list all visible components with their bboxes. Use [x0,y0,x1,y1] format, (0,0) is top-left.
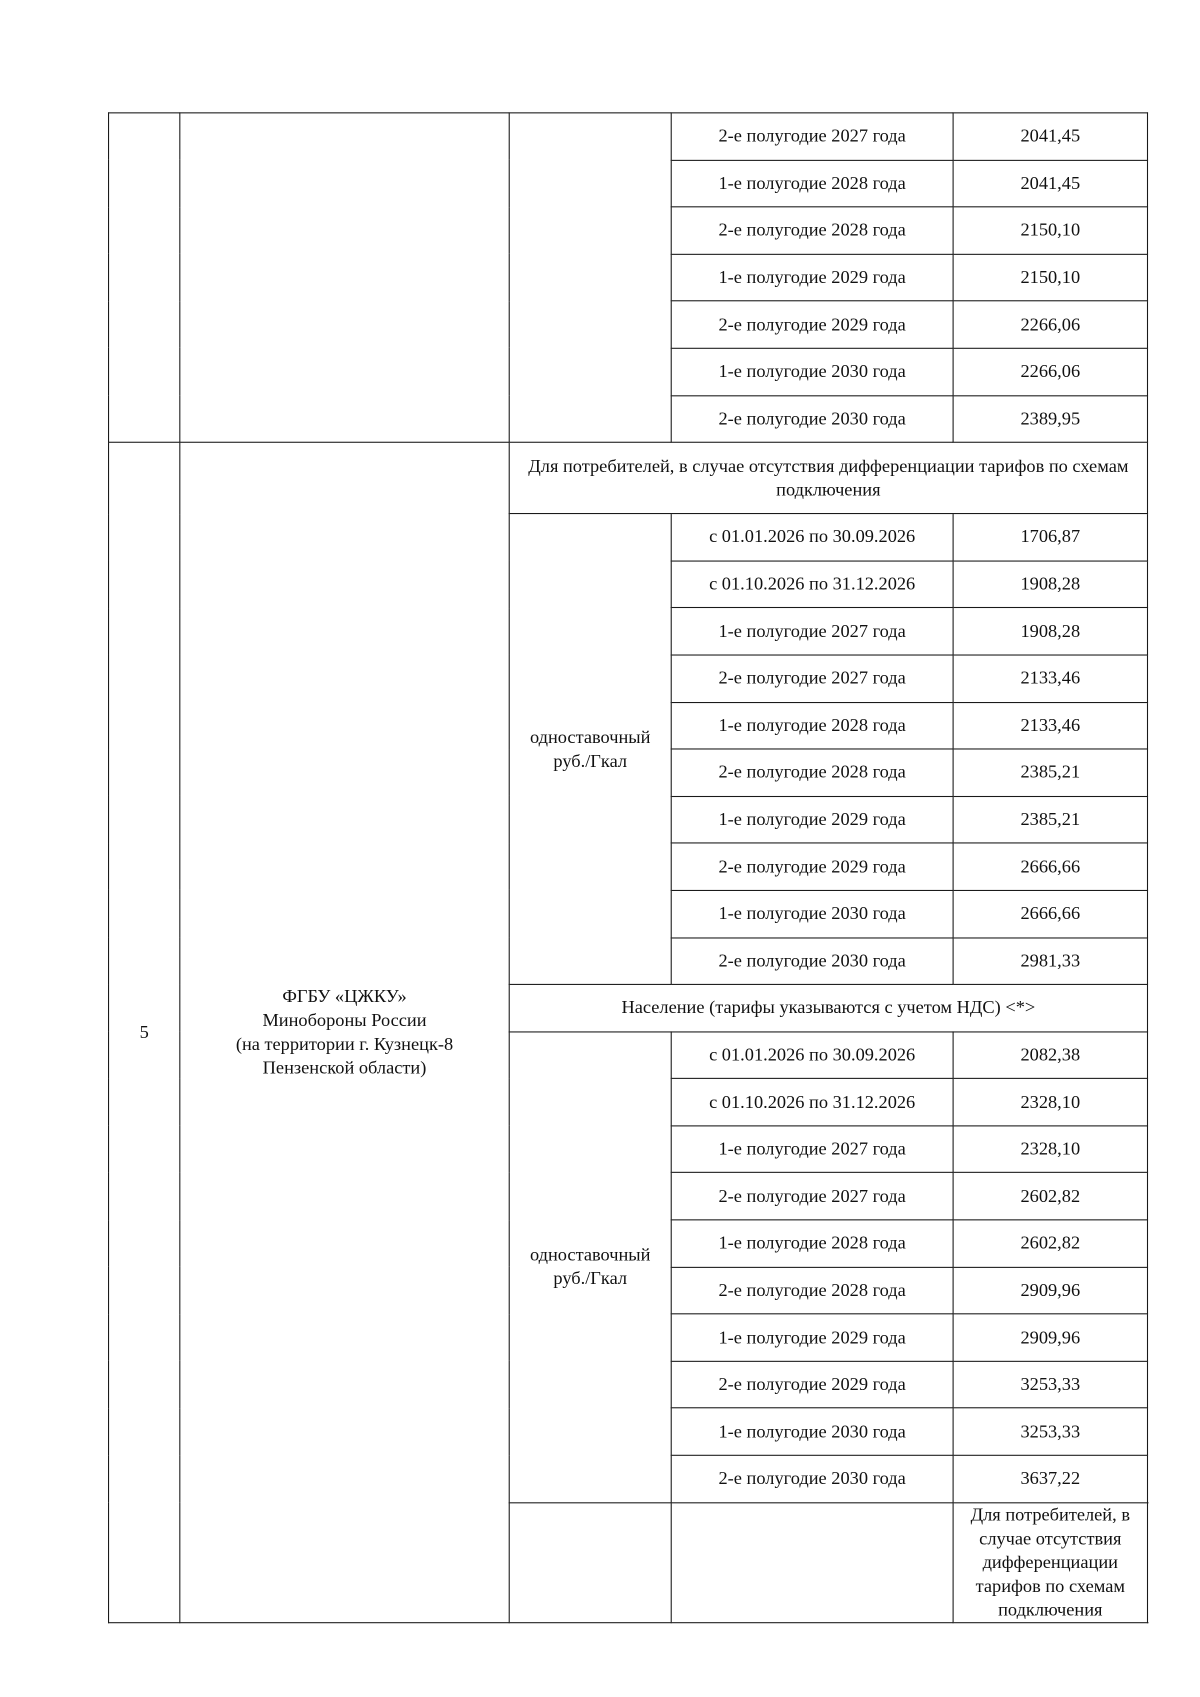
value-cell: 2041,45 [953,113,1147,160]
section-header-population: Население (тарифы указываются с учетом НДС) <*> [509,985,1147,1032]
value-cell: 2082,38 [953,1032,1147,1079]
organization-line: ФГБУ «ЦЖКУ» [282,985,407,1007]
period-cell: с 01.01.2026 по 30.09.2026 [671,514,953,561]
number-cell-empty [509,1502,671,1622]
period-cell: 2-е полугодие 2028 года [671,1267,953,1314]
value-cell: 2909,96 [953,1267,1147,1314]
organization-line: Минобороны России [262,1009,427,1031]
period-cell: 1-е полугодие 2029 года [671,796,953,843]
period-cell: 1-е полугодие 2030 года [671,348,953,395]
period-cell: 2-е полугодие 2028 года [671,207,953,254]
value-cell: 2666,66 [953,843,1147,890]
value-cell: 2666,66 [953,890,1147,937]
period-cell: 1-е полугодие 2028 года [671,1220,953,1267]
table-row [109,442,1148,513]
period-cell: 2-е полугодие 2030 года [671,1455,953,1502]
period-cell: 1-е полугодие 2030 года [671,1408,953,1455]
table-row [109,113,1148,160]
tariff-type-cell-empty [509,113,671,443]
period-cell: 1-е полугодие 2028 года [671,160,953,207]
period-cell: 1-е полугодие 2029 года [671,1314,953,1361]
period-cell: 2-е полугодие 2027 года [671,655,953,702]
tariff-type-line: одноставочный [529,1244,651,1265]
value-cell: 2133,46 [953,702,1147,749]
tariff-unit-line: руб./Гкал [553,1268,628,1289]
value-cell: 1706,87 [953,514,1147,561]
organization-line: (на территории г. Кузнецк-8 [235,1033,454,1054]
period-cell: 1-е полугодие 2029 года [671,254,953,301]
value-cell: 3637,22 [953,1455,1147,1502]
value-cell: 1908,28 [953,561,1147,608]
value-cell: 2602,82 [953,1220,1147,1267]
value-cell: 2150,10 [953,207,1147,254]
period-cell: 2-е полугодие 2027 года [671,1173,953,1220]
period-cell: с 01.01.2026 по 30.09.2026 [671,1032,953,1079]
tariff-table [108,112,1148,1623]
value-cell: 2266,06 [953,348,1147,395]
period-cell: 1-е полугодие 2027 года [671,608,953,655]
value-cell: 2041,45 [953,160,1147,207]
period-cell: 1-е полугодие 2028 года [671,702,953,749]
period-cell: с 01.10.2026 по 31.12.2026 [671,1079,953,1126]
section-header-consumers: Для потребителей, в случае отсутствия дифференциации тарифов по схемам подключения [953,1502,1147,1622]
period-cell: 2-е полугодие 2029 года [671,301,953,348]
organization-cell-empty [180,113,509,443]
value-cell: 3253,33 [953,1361,1147,1408]
number-cell-empty [109,113,180,443]
value-cell: 2385,21 [953,749,1147,796]
value-cell: 2981,33 [953,937,1147,984]
value-cell: 2133,46 [953,655,1147,702]
organization-cell-empty [671,1502,953,1622]
period-cell: с 01.10.2026 по 31.12.2026 [671,561,953,608]
section-header-consumers: Для потребителей, в случае отсутствия дифференциации тарифов по схемам подключения [509,442,1147,513]
entry-number: 5 [109,442,180,1622]
period-cell: 2-е полугодие 2030 года [671,937,953,984]
period-cell: 2-е полугодие 2030 года [671,395,953,442]
value-cell: 2328,10 [953,1079,1147,1126]
tariff-type [509,514,671,985]
tariff-type-line: одноставочный [529,726,651,747]
value-cell: 2389,95 [953,395,1147,442]
value-cell: 2328,10 [953,1126,1147,1173]
tariff-unit-line: руб./Гкал [553,750,628,771]
period-cell: 2-е полугодие 2027 года [671,113,953,160]
organization-name [180,442,509,1622]
value-cell: 3253,33 [953,1408,1147,1455]
value-cell: 2266,06 [953,301,1147,348]
value-cell: 2385,21 [953,796,1147,843]
value-cell: 1908,28 [953,608,1147,655]
period-cell: 2-е полугодие 2029 года [671,843,953,890]
period-cell: 1-е полугодие 2027 года [671,1126,953,1173]
value-cell: 2909,96 [953,1314,1147,1361]
period-cell: 2-е полугодие 2028 года [671,749,953,796]
period-cell: 2-е полугодие 2029 года [671,1361,953,1408]
tariff-type [509,1032,671,1503]
value-cell: 2150,10 [953,254,1147,301]
value-cell: 2602,82 [953,1173,1147,1220]
organization-line: Пензенской области) [262,1057,427,1078]
period-cell: 1-е полугодие 2030 года [671,890,953,937]
